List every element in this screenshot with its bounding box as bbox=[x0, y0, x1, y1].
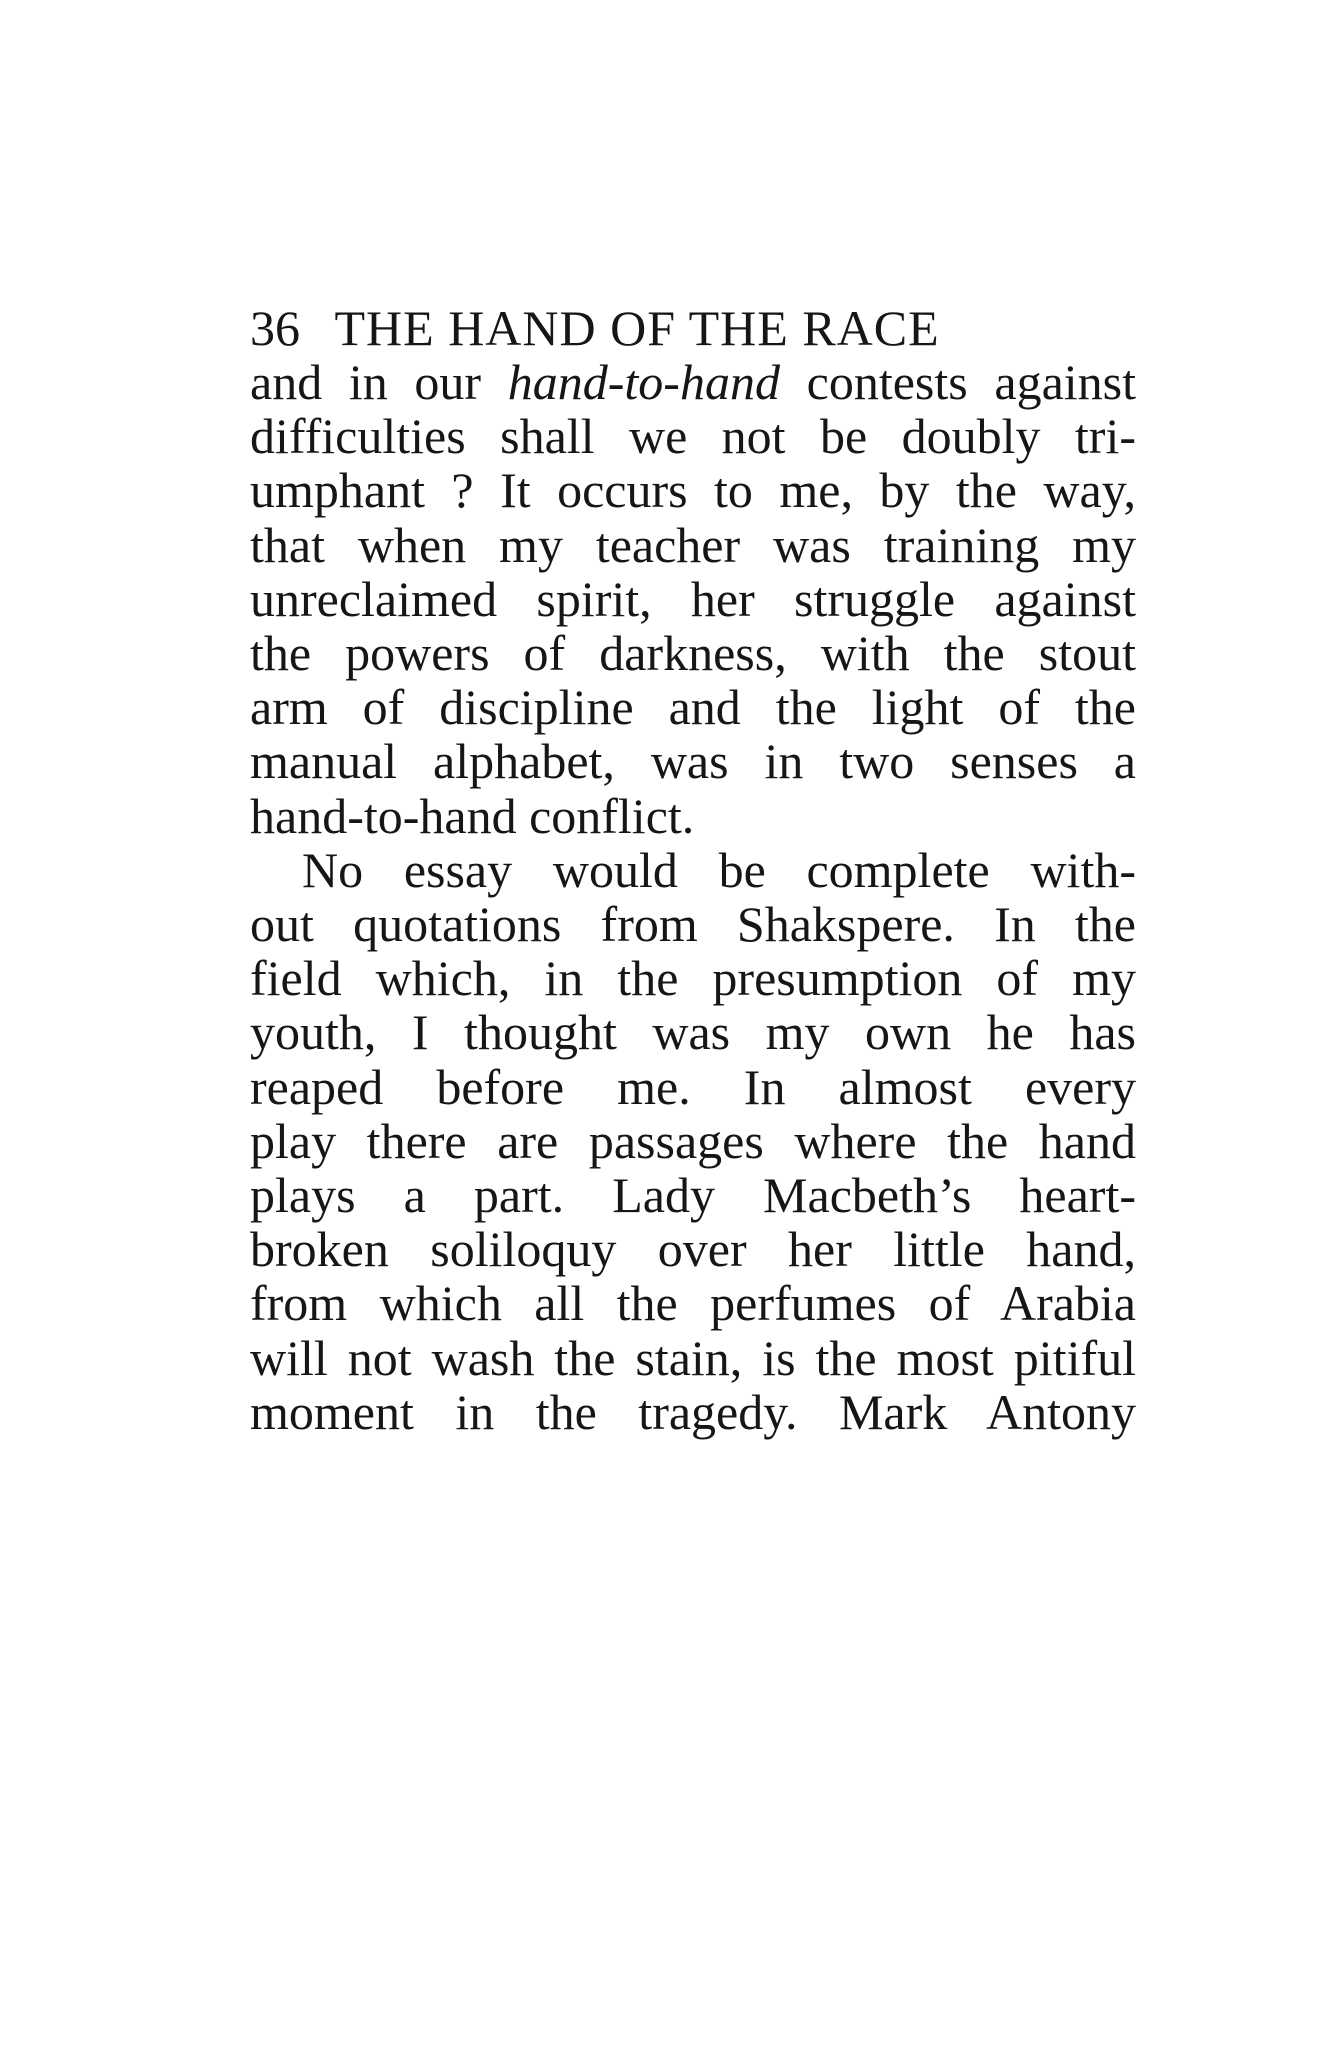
italic-text: hand-to-hand bbox=[507, 354, 780, 410]
text-line bbox=[250, 1377, 1136, 1447]
text-segment: difficulties shall we not be doubly tri- bbox=[250, 408, 1136, 465]
text-segment: manual alphabet, was in two senses a bbox=[250, 733, 1136, 790]
text-segment: will not wash the stain, is the most pitiful bbox=[250, 1329, 1136, 1386]
text-segment: plays a part. Lady Macbeth’s heart- bbox=[250, 1167, 1136, 1223]
text-segment: reaped before me. In almost every bbox=[250, 1058, 1136, 1115]
text-segment: youth, I thought was my own he has bbox=[250, 1004, 1136, 1061]
running-title: THE HAND OF THE RACE bbox=[334, 300, 940, 356]
text-segment: from which all the perfumes of Arabia bbox=[250, 1275, 1136, 1332]
text-segment: out quotations from Shakspere. In the bbox=[250, 896, 1136, 952]
text-segment: the powers of darkness, with the stout bbox=[250, 625, 1136, 681]
text-segment: No essay would be complete with- bbox=[302, 841, 1136, 898]
text-segment: contests against bbox=[779, 354, 1137, 410]
text-segment: unreclaimed spirit, her struggle against bbox=[250, 570, 1136, 627]
page-number: 36 bbox=[250, 300, 300, 356]
text-segment: field which, in the presumption of my bbox=[250, 950, 1136, 1007]
text-segment: play there are passages where the hand bbox=[250, 1112, 1136, 1169]
text-segment: arm of discipline and the light of the bbox=[250, 679, 1136, 736]
text-segment: broken soliloquy over her little hand, bbox=[250, 1221, 1136, 1278]
text-segment: umphant ? It occurs to me, by the way, bbox=[250, 462, 1136, 519]
text-segment: and in our bbox=[250, 354, 508, 410]
text-segment: that when my teacher was training my bbox=[250, 516, 1136, 573]
text-segment: moment in the tragedy. Mark Antony bbox=[250, 1383, 1136, 1440]
text-segment: hand-to-hand conflict. bbox=[250, 787, 695, 844]
